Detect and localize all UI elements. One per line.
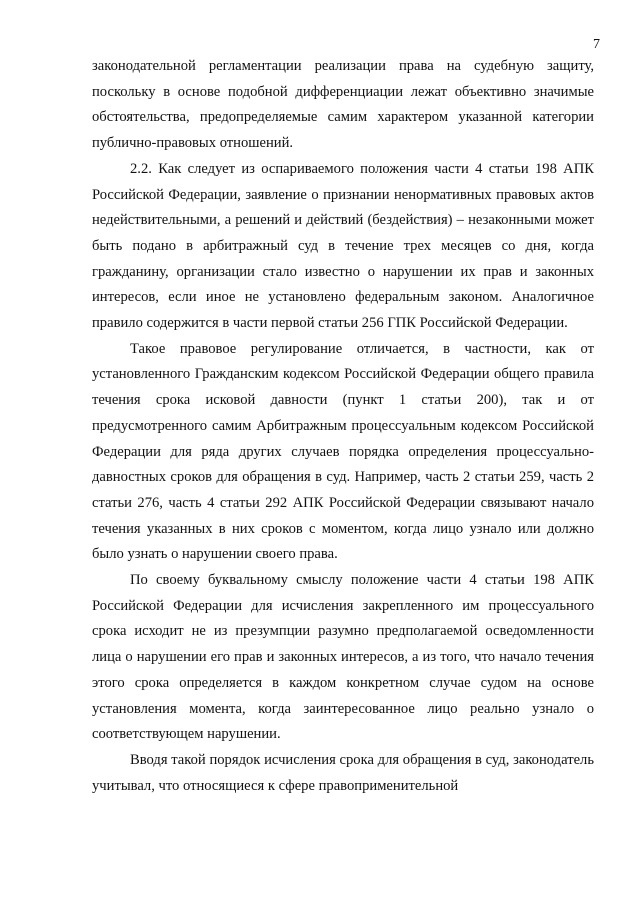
paragraph-2: 2.2. Как следует из оспариваемого положения части 4 статьи 198 АПК Российской Федерации, заявление о признании ненормативных правовых актов недействительными, а решений и действий (бездействия) – незаконными может быть подано в арбитражный суд в течение трех месяцев со дня, когда гражданину, организации стало известно о нарушении их прав и законных интересов, если иное не установлено федеральным законом. Аналогичное правило содержится в части первой статьи 256 ГПК Российской Федерации. [92,160,594,332]
paragraph-1: законодательной регламентации реализации права на судебную защиту, поскольку в основе подобной дифференциации лежат объективно значимые обстоятельства, предопределяемые самим характером указанной категории публично-правовых отношений. [92,58,594,152]
document-body [92,54,594,799]
paragraph-3: Такое правовое регулирование отличается, в частности, как от установленного Гражданским кодексом Российской Федерации общего правила течения срока исковой давности (пункт 1 статьи 200), так и от предусмотренного самим Арбитражным процессуальным кодексом Российской Федерации для ряда других случаев порядка определения процессуально-давностных сроков для обращения в суд. Например, часть 2 статьи 259, часть 2 статьи 276, часть 4 статьи 292 АПК Российской Федерации связывают начало течения указанных в них сроков с моментом, когда лицо узнало или должно было узнать о нарушении своего права. [92,340,594,563]
page-number: 7 [593,37,600,52]
paragraph-5: Вводя такой порядок исчисления срока для обращения в суд, законодатель учитывал, что относящиеся к сфере правоприменительной [92,751,594,794]
paragraph-4: По своему буквальному смыслу положение части 4 статьи 198 АПК Российской Федерации для исчисления закрепленного им процессуального срока исходит не из презумпции разумно предполагаемой осведомленности лица о нарушении его прав и законных интересов, а из того, что начало течения этого срока определяется в каждом конкретном случае судом на основе установления момента, когда заинтересованное лицо реально узнало о соответствующем нарушении. [92,572,594,743]
